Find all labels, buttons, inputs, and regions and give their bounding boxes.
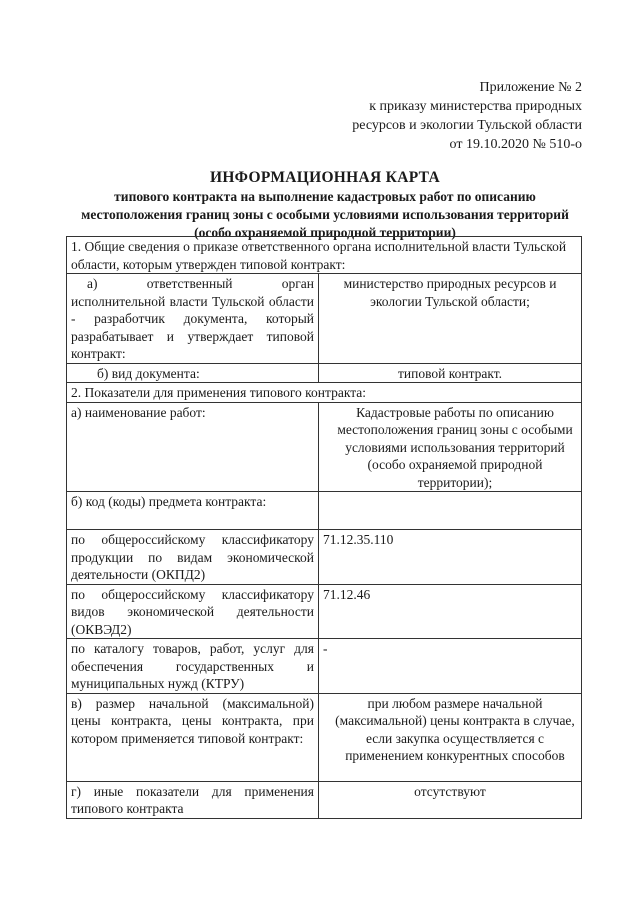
section-2-heading: 2. Показатели для применения типового контракта:	[67, 383, 582, 403]
row-2b-label: б) код (коды) предмета контракта:	[67, 492, 319, 530]
row-2g-label: г) иные показатели для применения типового контракта	[67, 781, 319, 818]
appendix-date-number: от 19.10.2020 № 510-о	[449, 137, 582, 152]
row-okved-label: по общероссийскому классификатору видов экономической деятельности (ОКВЭД2)	[67, 584, 319, 639]
row-2a-value: Кадастровые работы по описанию местоположения границ зоны с особыми условиями использования территорий (особо охраняемой природной территории);	[319, 402, 582, 492]
row-2b-value	[319, 492, 582, 530]
table-row	[67, 274, 582, 364]
table-row	[67, 237, 582, 274]
appendix-ministry: ресурсов и экологии Тульской области	[352, 118, 582, 133]
title-main: ИНФОРМАЦИОННАЯ КАРТА	[209, 169, 441, 186]
row-ktru-value: -	[319, 639, 582, 694]
row-2v-value: при любом размере начальной (максимальной) цены контракта в случае, если закупка осуществляется с применением конкурентных способов	[319, 693, 582, 781]
title-subtitle: типового контракта на выполнение кадастровых работ по описанию местоположения границ зоны с особыми условиями использования территорий (особо охраняемой природной территории)	[81, 189, 569, 240]
row-b-label: б) вид документа:	[67, 363, 319, 383]
appendix-order-ref: к приказу министерства природных	[369, 99, 582, 114]
section-1-heading: 1. Общие сведения о приказе ответственного органа исполнительной власти Тульской области, которым утвержден типовой контракт:	[67, 237, 582, 274]
row-2g-value: отсутствуют	[319, 781, 582, 818]
row-okpd-label: по общероссийскому классификатору продукции по видам экономической деятельности (ОКПД2)	[67, 530, 319, 585]
info-card-table	[66, 236, 582, 819]
table-row	[67, 402, 582, 492]
row-b-value: типовой контракт.	[319, 363, 582, 383]
table-row	[67, 383, 582, 403]
table-row	[67, 584, 582, 639]
table-row	[67, 530, 582, 585]
document-title	[70, 168, 580, 242]
row-ktru-label: по каталогу товаров, работ, услуг для обеспечения государственных и муниципальных нужд (КТРУ)	[67, 639, 319, 694]
table-row	[67, 363, 582, 383]
table-row	[67, 639, 582, 694]
row-okved-value: 71.12.46	[319, 584, 582, 639]
table-row	[67, 492, 582, 530]
row-a-label: а) ответственный орган исполнительной власти Тульской области - разработчик документа, который разрабатывает и утверждает типовой контракт:	[67, 274, 319, 364]
row-2v-label: в) размер начальной (максимальной) цены контракта, цены контракта, при котором применяется типовой контракт:	[67, 693, 319, 781]
row-a-value: министерство природных ресурсов и экологии Тульской области;	[319, 274, 582, 364]
appendix-number: Приложение № 2	[479, 80, 582, 95]
table-row	[67, 781, 582, 818]
row-okpd-value: 71.12.35.110	[319, 530, 582, 585]
table-row	[67, 693, 582, 781]
appendix-header	[352, 78, 582, 154]
row-2a-label: а) наименование работ:	[67, 402, 319, 492]
